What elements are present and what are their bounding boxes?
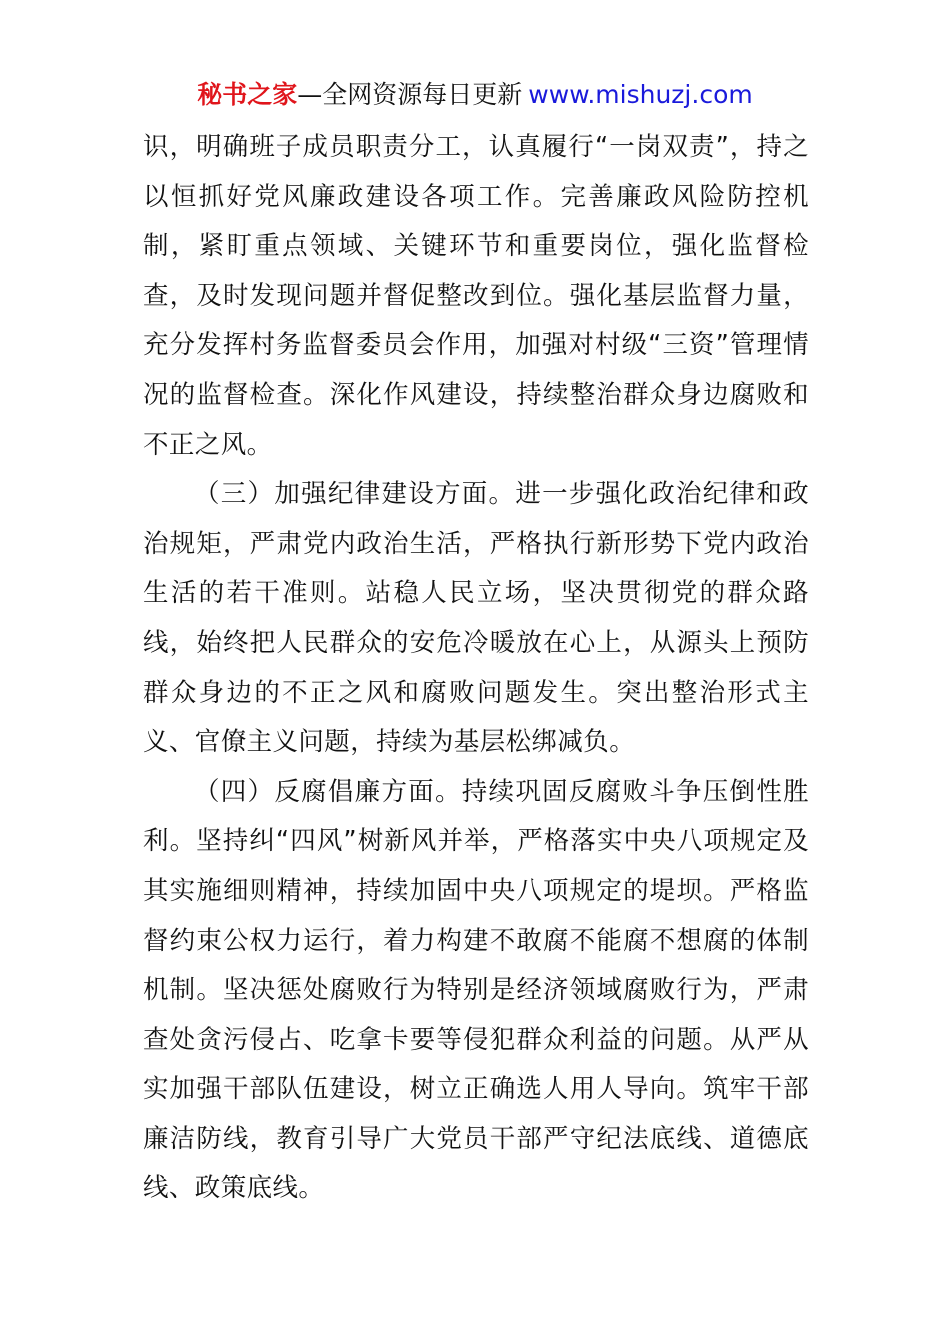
paragraph-anticorruption: （四）反腐倡廉方面。持续巩固反腐败斗争压倒性胜利。坚持纠“四风”树新风并举，严格落实中央八项规定及其实施细则精神，持续加固中央八项规定的堤坝。严格监督约束公权力运行，着力构建不敢腐不能腐不想腐的体制机制。坚决惩处腐败行为特别是经济领域腐败行为，严肃查处贪污侵占、吃拿卡要等侵犯群众利益的问题。从严从实加强干部队伍建设，树立正确选人用人导向。筑牢干部廉洁防线，教育引导广大党员干部严守纪法底线、道德底线、政策底线。	[143, 776, 809, 1204]
site-url-link[interactable]: www.mishuzj.com	[528, 80, 753, 109]
site-brand: 秘书之家	[197, 80, 298, 109]
paragraph-continuation: 识，明确班子成员职责分工，认真履行“一岗双责”，持之以恒抓好党风廉政建设各项工作。完善廉政风险防控机制，紧盯重点领域、关键环节和重要岗位，强化监督检查，及时发现问题并督促整改到位。强化基层监督力量，充分发挥村务监督委员会作用，加强对村级“三资”管理情况的监督检查。深化作风建设，持续整治群众身边腐败和不正之风。	[143, 132, 809, 460]
paragraph-discipline: （三）加强纪律建设方面。进一步强化政治纪律和政治规矩，严肃党内政治生活，严格执行新形势下党内政治生活的若干准则。站稳人民立场，坚决贯彻党的群众路线，始终把人民群众的安危冷暖放在心上，从源头上预防群众身边的不正之风和腐败问题发生。突出整治形式主义、官僚主义问题，持续为基层松绑减负。	[143, 479, 809, 758]
document-body	[143, 123, 809, 1214]
site-tagline: —全网资源每日更新	[297, 80, 523, 109]
page-header	[0, 78, 950, 112]
